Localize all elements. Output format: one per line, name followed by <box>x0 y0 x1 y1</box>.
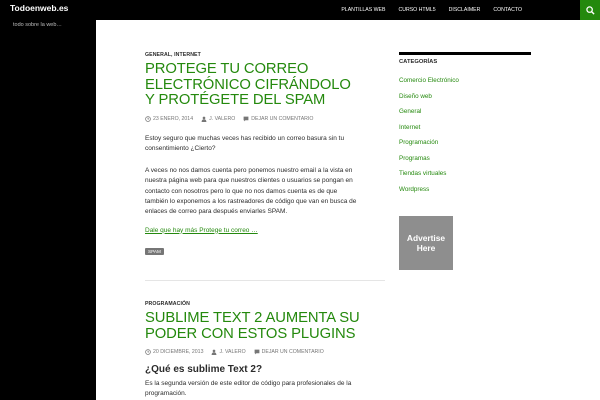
post-author[interactable] <box>201 116 235 122</box>
post-comments-text: DEJAR UN COMENTARIO <box>251 115 314 122</box>
post-date[interactable] <box>145 116 193 122</box>
post-divider <box>145 280 385 281</box>
clock-icon <box>145 349 151 355</box>
user-icon <box>211 349 217 355</box>
nav-item-curso-html5[interactable]: CURSO HTML5 <box>398 7 436 13</box>
post-author-text: J. VALERO <box>209 115 236 122</box>
post-card <box>145 52 360 258</box>
site-header <box>0 0 600 20</box>
categories-list <box>399 76 531 200</box>
post-card <box>145 301 360 400</box>
post-title[interactable]: PROTEGE TU CORREO ELECTRÓNICO CIFRÁNDOLO Y PROTÉGETE DEL SPAM <box>145 61 351 108</box>
post-category[interactable]: PROGRAMACIÓN <box>145 301 191 307</box>
comment-icon <box>254 349 260 355</box>
clock-icon <box>145 116 151 122</box>
site-tagline: todo sobre la web… <box>13 22 62 28</box>
post-comments-link[interactable] <box>243 116 313 122</box>
category-link[interactable]: Wordpress <box>399 185 430 193</box>
post-title[interactable]: SUBLIME TEXT 2 AUMENTA SU PODER CON ESTOS PLUGINS <box>145 310 360 342</box>
post-comments-text: DEJAR UN COMENTARIO <box>261 349 324 355</box>
category-link[interactable]: Comercio Electrónico <box>399 77 459 84</box>
site-title[interactable]: Todoenweb.es <box>10 3 69 13</box>
post-author[interactable] <box>211 349 245 355</box>
post-category[interactable]: GENERAL, INTERNET <box>145 52 201 58</box>
post-meta <box>145 116 360 122</box>
advertise-banner[interactable] <box>399 216 453 270</box>
post-tag[interactable]: SPAM <box>145 248 164 255</box>
main-content <box>96 20 600 400</box>
category-link[interactable]: Internet <box>399 123 421 131</box>
nav-item-contacto[interactable]: CONTACTO <box>493 7 522 13</box>
post-paragraph: A veces no nos damos cuenta pero ponemos nuestro email a la vista en nuestra página web para que nuestros clientes o usuarios se pongan en contacto con nosotros pero lo que no nos damos cuenta es de que también lo exponemos a los rastreadores de código que van en busca de enlaces de correo para después enviarles SPAM. <box>145 167 357 216</box>
category-link[interactable]: Tiendas virtuales <box>399 170 447 177</box>
left-sidebar <box>0 20 96 400</box>
categories-widget <box>399 52 531 270</box>
post-paragraph: Estoy seguro que muchas veces has recibido un correo basura sin tu consentimiento ¿Cierto? <box>145 134 345 152</box>
category-link[interactable]: Programación <box>399 139 439 146</box>
widget-title: CATEGORÍAS <box>399 52 531 65</box>
comment-icon <box>243 116 249 122</box>
search-icon <box>586 6 595 15</box>
post-paragraph: Es la segunda versión de este editor de código para profesionales de la programación. <box>145 380 352 398</box>
ad-text-line2: Here <box>416 243 436 253</box>
post-date[interactable] <box>145 349 203 355</box>
post-date-text: 23 ENERO, 2014 <box>153 115 194 122</box>
search-button[interactable] <box>580 0 600 20</box>
category-link[interactable]: Diseño web <box>399 92 432 100</box>
category-link[interactable]: Programas <box>399 154 430 162</box>
nav-item-plantillas-web[interactable]: PLANTILLAS WEB <box>341 7 386 13</box>
post-comments-link[interactable] <box>254 349 324 355</box>
post-date-text: 20 DICIEMBRE, 2013 <box>153 349 204 355</box>
primary-nav <box>328 0 522 20</box>
post-meta <box>145 349 360 355</box>
ad-text-line1: Advertise <box>406 232 446 243</box>
read-more-link[interactable]: Dale que hay más Protege tu correo … <box>145 226 258 234</box>
category-link[interactable]: General <box>399 108 422 115</box>
user-icon <box>201 116 207 122</box>
post-author-text: J. VALERO <box>219 349 246 355</box>
nav-item-disclaimer[interactable]: DISCLAIMER <box>448 7 481 13</box>
post-subheading: ¿Qué es sublime Text 2? <box>145 364 263 375</box>
